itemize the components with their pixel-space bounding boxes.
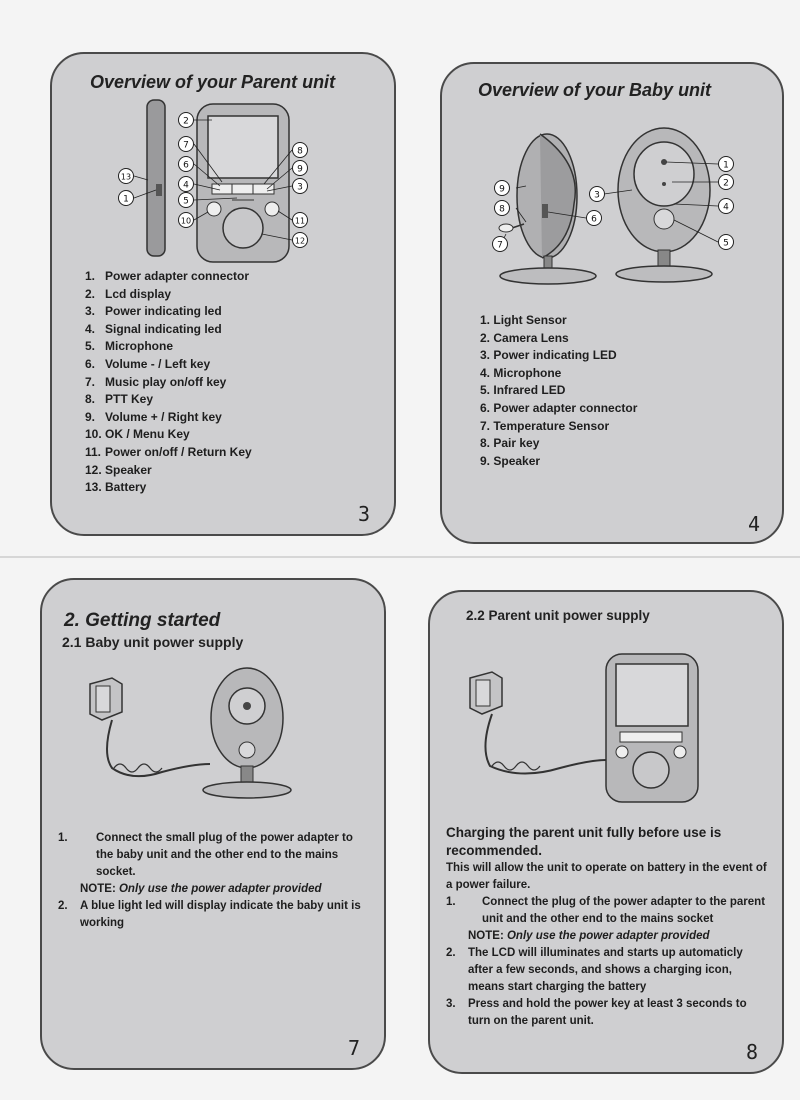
page-4-title: Overview of your Baby unit	[478, 80, 712, 100]
list-item: 9. Volume + / Right key	[85, 409, 222, 424]
page-8-subtitle: 2.2 Parent unit power supply	[466, 608, 650, 623]
list-item: 3. Power indicating led	[85, 304, 222, 319]
list-item: 2. Camera Lens	[480, 330, 569, 345]
svg-text:9: 9	[297, 164, 303, 175]
page-8-panel	[428, 590, 784, 1074]
list-item: 5. Microphone	[85, 339, 173, 354]
charging-heading: Charging the parent unit fully before use is recommended.	[446, 825, 722, 858]
baby-callout-1	[719, 157, 734, 172]
svg-text:4: 4	[723, 202, 729, 213]
baby-unit-power-illustration	[42, 664, 384, 814]
list-item: 10. OK / Menu Key	[85, 427, 190, 442]
page-number-7: 7	[347, 1036, 360, 1060]
svg-text:8: 8	[499, 204, 505, 215]
svg-text:10: 10	[180, 216, 192, 226]
svg-text:3: 3	[594, 190, 600, 201]
list-item: 2. Lcd display	[85, 286, 172, 301]
svg-text:12: 12	[294, 236, 306, 246]
page-7-subtitle: 2.1 Baby unit power supply	[62, 634, 244, 650]
page-fold-line	[0, 556, 800, 558]
intro: This will allow the unit to operate on battery in the event of a power failure.	[446, 862, 767, 891]
baby-callout-4	[719, 199, 734, 214]
svg-text:6: 6	[591, 214, 597, 225]
svg-text:5: 5	[183, 196, 189, 207]
list-item: 3. Power indicating LED	[480, 348, 617, 363]
step-1: 1. Connect the small plug of the power adapter to the baby unit and the other end to the mains socket.	[58, 832, 353, 878]
parent-unit-power-illustration	[430, 648, 782, 808]
svg-text:2: 2	[723, 178, 729, 189]
list-item: 12. Speaker	[85, 462, 152, 477]
svg-text:7: 7	[497, 240, 503, 251]
baby-callout-9	[495, 181, 510, 196]
list-item: 6. Volume - / Left key	[85, 356, 211, 371]
svg-text:1: 1	[723, 160, 729, 171]
svg-text:6: 6	[183, 160, 189, 171]
baby-callout-3	[590, 187, 605, 202]
parent-callout-9	[293, 161, 308, 176]
page-8-instructions	[446, 824, 768, 1030]
parent-unit-diagram	[52, 94, 394, 274]
parent-callout-5	[179, 193, 194, 208]
svg-text:13: 13	[120, 172, 132, 182]
baby-callout-8	[495, 201, 510, 216]
step-2: 2. The LCD will illuminates and starts up automaticly after a few seconds, and shows a charging icon, means start charging the battery	[446, 947, 743, 993]
baby-parts-list	[480, 312, 637, 470]
svg-text:2: 2	[183, 116, 189, 127]
parent-callout-4	[179, 177, 194, 192]
list-item: 13. Battery	[85, 480, 147, 495]
baby-callout-7	[493, 237, 508, 252]
parent-callout-13	[119, 169, 134, 184]
parent-callout-1	[119, 191, 134, 206]
list-item: 4. Microphone	[480, 365, 562, 380]
step-1: 1. Connect the plug of the power adapter to the parent unit and the other end to the mains socket	[446, 896, 766, 925]
note: NOTE: Only use the power adapter provided	[468, 930, 710, 942]
page-3-panel	[50, 52, 396, 536]
page-number-3: 3	[357, 502, 370, 526]
list-item: 9. Speaker	[480, 453, 541, 468]
svg-text:1: 1	[123, 194, 129, 205]
list-item: 11. Power on/off / Return Key	[85, 444, 252, 459]
note: NOTE: Only use the power adapter provided	[80, 883, 322, 895]
list-item: 7. Temperature Sensor	[480, 418, 610, 433]
parent-callout-10	[179, 213, 194, 228]
list-item: 8. PTT Key	[85, 392, 154, 407]
list-item: 1. Power adapter connector	[85, 269, 250, 283]
step-3: 3. Press and hold the power key at least 3 seconds to turn on the parent unit.	[446, 998, 747, 1027]
svg-text:11: 11	[294, 216, 306, 226]
parent-callout-2	[179, 113, 194, 128]
page-7-panel	[40, 578, 386, 1070]
page-number-4: 4	[747, 512, 760, 536]
parent-callout-11	[293, 213, 308, 228]
list-item: 1. Light Sensor	[480, 313, 567, 327]
parent-callout-3	[293, 179, 308, 194]
svg-text:4: 4	[183, 180, 189, 191]
page-number-8: 8	[745, 1040, 758, 1064]
parent-callout-6	[179, 157, 194, 172]
list-item: 5. Infrared LED	[480, 383, 566, 398]
svg-text:9: 9	[499, 184, 505, 195]
list-item: 8. Pair key	[480, 436, 540, 451]
baby-callout-2	[719, 175, 734, 190]
svg-text:8: 8	[297, 146, 303, 157]
svg-text:3: 3	[297, 182, 303, 193]
list-item: 7. Music play on/off key	[85, 374, 227, 389]
list-item: 4. Signal indicating led	[85, 321, 222, 336]
baby-callout-5	[719, 235, 734, 250]
parent-callout-12	[293, 233, 308, 248]
parent-callout-7	[179, 137, 194, 152]
svg-text:7: 7	[183, 140, 189, 151]
page-7-title: 2. Getting started	[64, 610, 221, 631]
list-item: 6. Power adapter connector	[480, 400, 638, 415]
baby-unit-diagram	[442, 124, 782, 294]
parent-parts-list	[85, 268, 252, 497]
step-2: 2. A blue light led will display indicate the baby unit is working	[58, 900, 361, 929]
page-4-panel	[440, 62, 784, 544]
parent-callout-8	[293, 143, 308, 158]
page-3-title: Overview of your Parent unit	[90, 72, 336, 92]
baby-callout-6	[587, 211, 602, 226]
page-7-instructions	[58, 830, 372, 932]
svg-text:5: 5	[723, 238, 729, 249]
